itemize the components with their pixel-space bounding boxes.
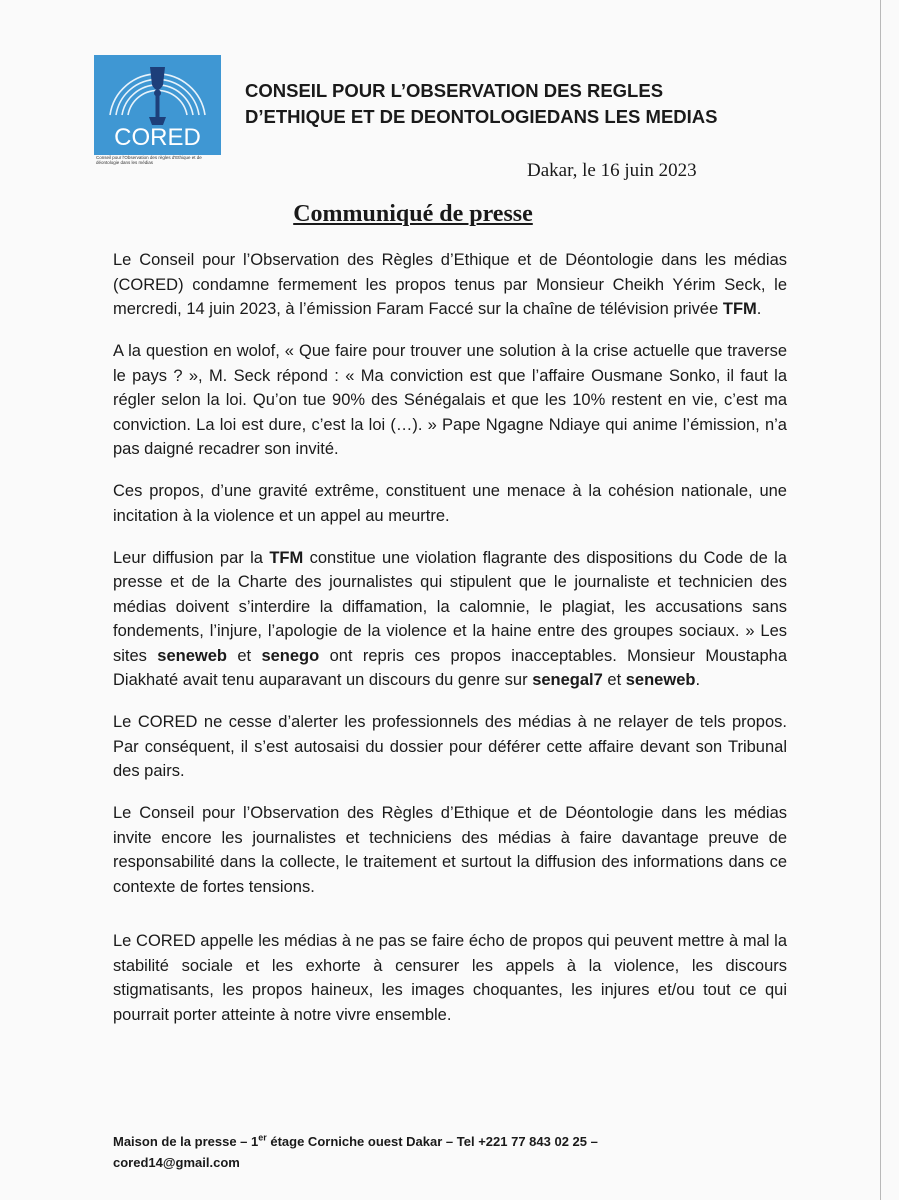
page-edge-line <box>880 0 881 1200</box>
logo-caption: Conseil pour l'Observation des règles d'Ethique et de déontologie dans les médias <box>96 155 202 165</box>
document-title: Communiqué de presse <box>293 201 533 227</box>
paragraph-5: Le CORED ne cesse d’alerter les professionnels des médias à ne relayer de tels propos. Par conséquent, il s’est autosaisi du dossier pour déférer cette affaire devant son Tribunal des pairs. <box>113 713 787 780</box>
organization-name-line1: CONSEIL POUR L’OBSERVATION DES REGLES <box>245 80 664 101</box>
paragraph-4: Leur diffusion par la TFM constitue une violation flagrante des dispositions du Code de la presse et de la Charte des journalistes qui stipulent que le journaliste et technicien des médias doivent s’interdire la diffamation, la calomnie, le plagiat, les accusations sans fondements, l’injure, l’apologie de la violence et la haine entre des groupes sociaux. » Les sites seneweb et senego ont repris ces propos inacceptables. Monsieur Moustapha Diakhaté avait tenu auparavant un discours du genre sur senegal7 et seneweb. <box>113 548 787 689</box>
document-body <box>113 248 787 1045</box>
paragraph-2: A la question en wolof, « Que faire pour trouver une solution à la crise actuelle que traverse le pays ? », M. Seck répond : « Ma conviction est que l’affaire Ousmane Sonko, il faut la régler selon la loi. Qu’on tue 90% des Sénégalais et que les 10% restent en vie, c’est ma conviction. La loi est dure, c’est la loi (…). » Pape Ngagne Ndiaye qui anime l’émission, n’a pas daigné recadrer son invité. <box>113 342 787 458</box>
footer-address: Maison de la presse – 1er étage Corniche ouest Dakar – Tel +221 77 843 02 25 – <box>113 1133 598 1150</box>
paragraph-3: Ces propos, d’une gravité extrême, constituent une menace à la cohésion nationale, une incitation à la violence et un appel au meurtre. <box>113 482 787 525</box>
organization-name <box>245 78 805 130</box>
paragraph-6: Le Conseil pour l’Observation des Règles d’Ethique et de Déontologie dans les médias invite encore les journalistes et techniciens des médias à faire davantage preuve de responsabilité dans la collecte, le traitement et surtout la diffusion des informations dans ce contexte de fortes tensions. <box>113 804 787 896</box>
footer-contact <box>113 1128 673 1173</box>
paragraph-1: Le Conseil pour l’Observation des Règles d’Ethique et de Déontologie dans les médias (CORED) condamne fermement les propos tenus par Monsieur Cheikh Yérim Seck, le mercredi, 14 juin 2023, à l’émission Faram Faccé sur la chaîne de télévision privée TFM. <box>113 251 787 318</box>
footer-email: cored14@gmail.com <box>113 1155 240 1171</box>
date-line: Dakar, le 16 juin 2023 <box>527 160 697 181</box>
cored-logo <box>94 55 221 167</box>
organization-name-line2: D’ETHIQUE ET DE DEONTOLOGIEDANS LES MEDIAS <box>245 106 718 127</box>
logo-text: CORED <box>114 124 201 151</box>
cored-logo-graphic <box>94 55 221 155</box>
paragraph-7: Le CORED appelle les médias à ne pas se faire écho de propos qui peuvent mettre à mal la stabilité sociale et les exhorte à censurer les appels à la violence, les discours stigmatisants, les propos haineux, les images choquantes, les injures et/ou tout ce qui pourrait porter atteinte à notre vivre ensemble. <box>113 932 787 1024</box>
